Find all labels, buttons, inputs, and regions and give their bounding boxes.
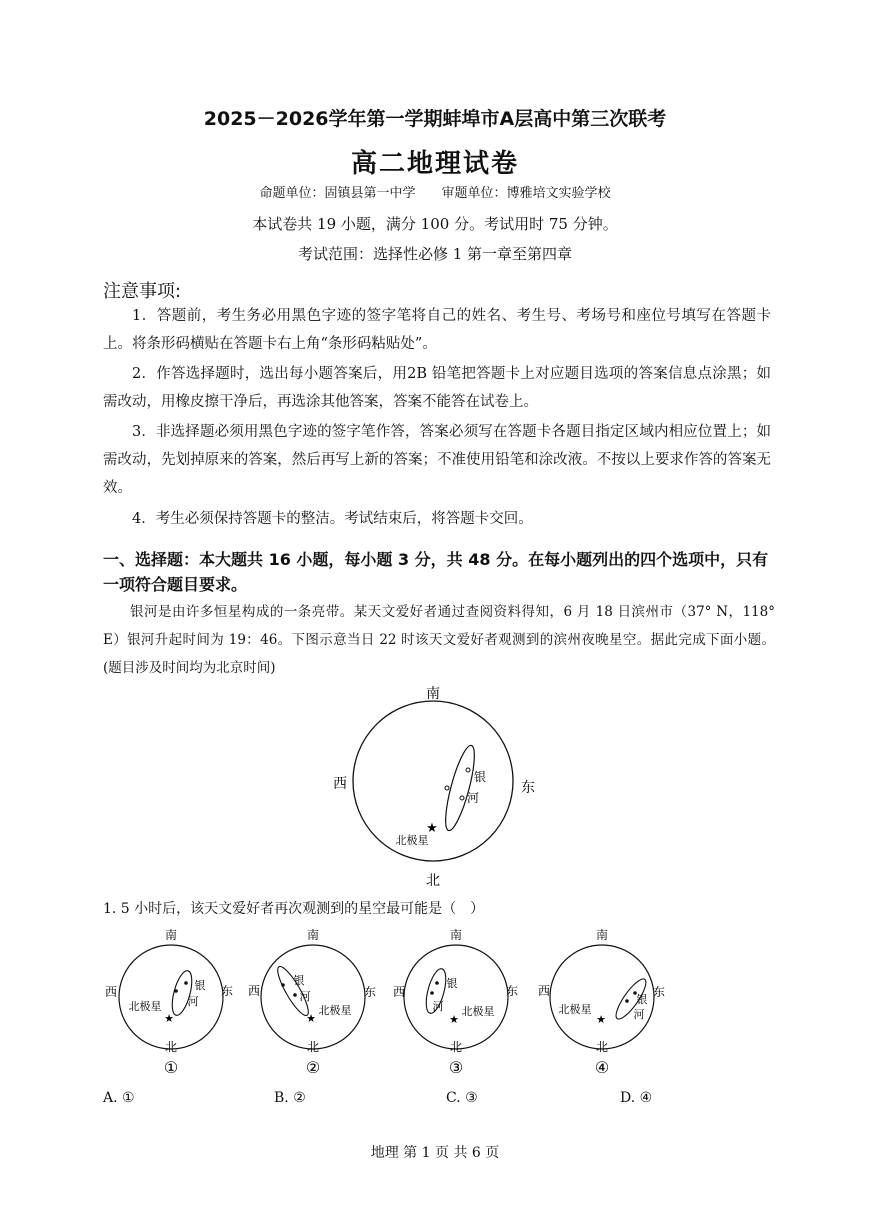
question-1-text: 1. 5 小时后，该天文爱好者再次观测到的星空最可能是（ ） <box>103 901 485 917</box>
answer-panel-2 <box>245 925 385 1085</box>
west-label: 西 <box>104 985 118 999</box>
notice-item-3: 3．非选择题必须用黑色字迹的签字笔作答，答案必须写在答题卡各题目指定区域内相应位置上；如需改动，先划掉原来的答案，然后再写上新的答案；不准使用铅笔和涂改液。不按以上要求作答的答案无效。 <box>103 424 771 496</box>
milky-way-label-he: 河 <box>187 995 199 1008</box>
star-dot <box>466 768 470 772</box>
west-label: 西 <box>333 776 347 792</box>
east-label: 东 <box>521 780 535 796</box>
milky-way-label-yin: 银 <box>293 974 305 987</box>
polaris-label: 北极星 <box>128 1000 162 1013</box>
option-a[interactable]: A. ① <box>103 1090 135 1106</box>
polaris-star-icon: ★ <box>306 1012 316 1025</box>
milky-way-label-yin: 银 <box>473 770 487 784</box>
star-dot <box>430 991 434 995</box>
panel-number: ② <box>305 1058 321 1077</box>
notice-heading: 注意事项: <box>103 281 182 302</box>
south-label: 南 <box>595 928 609 942</box>
milky-way-label-he: 河 <box>432 1000 444 1013</box>
milky-way-band <box>168 969 195 1018</box>
answer-panel-1 <box>103 925 243 1085</box>
polaris-star-icon: ★ <box>596 1013 606 1026</box>
east-label: 东 <box>505 984 519 998</box>
star-dot <box>445 786 449 790</box>
north-label: 北 <box>449 1040 463 1054</box>
notice-item-1: 1．答题前，考生务必用黑色字迹的签字笔将自己的姓名、考生号、考场号和座位号填写在答题卡上。将条形码横贴在答题卡右上角“条形码粘贴处”。 <box>103 308 771 352</box>
milky-way-label-yin: 银 <box>446 977 458 990</box>
exam-info: 本试卷共 19 小题，满分 100 分。考试用时 75 分钟。 <box>252 215 618 233</box>
south-label: 南 <box>164 928 178 942</box>
star-dot <box>174 989 178 993</box>
south-label: 南 <box>306 928 320 942</box>
polaris-label: 北极星 <box>395 834 429 847</box>
notice-item-2: 2．作答选择题时，选出每小题答案后，用2B 铅笔把答题卡上对应题目选项的答案信息点涂黑；如需改动，用橡皮擦干净后，再选涂其他答案，答案不能答在试卷上。 <box>103 366 771 410</box>
exam-range: 考试范围：选择性必修 1 第一章至第四章 <box>297 245 573 263</box>
polaris-star-icon: ★ <box>449 1013 459 1026</box>
milky-way-label-yin: 银 <box>194 979 206 992</box>
west-label: 西 <box>537 984 551 998</box>
exam-subtitle: 高二地理试卷 <box>350 149 519 179</box>
sky-circle <box>404 945 508 1049</box>
answer-panel-3 <box>388 925 528 1085</box>
north-label: 北 <box>164 1040 178 1054</box>
option-c[interactable]: C. ③ <box>446 1090 478 1106</box>
page-footer: 地理 第 1 页 共 6 页 <box>370 1145 500 1161</box>
panel-number: ① <box>163 1058 179 1077</box>
west-label: 西 <box>247 984 261 998</box>
exam-title: 2025－2026学年第一学期蚌埠市A层高中第三次联考 <box>203 108 667 130</box>
polaris-star-icon: ★ <box>426 821 438 836</box>
south-label: 南 <box>449 928 463 942</box>
star-dot <box>184 981 188 985</box>
section-heading: 一、选择题：本大题共 16 小题，每小题 3 分，共 48 分。在每小题列出的四个选项中，只有一项符合题目要求。 <box>103 550 769 594</box>
west-label: 西 <box>392 985 406 999</box>
star-dot <box>625 999 629 1003</box>
sky-circle <box>353 701 513 861</box>
polaris-label: 北极星 <box>461 1005 495 1018</box>
notice-item-4: 4．考生必须保持答题卡的整洁。考试结束后，将答题卡交回。 <box>132 511 533 527</box>
option-d[interactable]: D. ④ <box>620 1090 653 1106</box>
exam-units: 命题单位：固镇县第一中学 审题单位：博雅培文实验学校 <box>259 186 611 201</box>
sky-circle <box>119 945 223 1049</box>
milky-way-label-he: 河 <box>466 791 480 805</box>
main-sky-figure <box>320 680 550 890</box>
answer-panel-4 <box>535 925 675 1085</box>
polaris-label: 北极星 <box>318 1004 352 1017</box>
star-dot <box>460 796 464 800</box>
north-label: 北 <box>426 873 440 889</box>
milky-way-label-yin: 银 <box>636 993 648 1006</box>
option-b[interactable]: B. ② <box>274 1090 306 1106</box>
polaris-label: 北极星 <box>558 1003 592 1016</box>
south-label: 南 <box>426 686 440 702</box>
star-dot <box>281 983 285 987</box>
question-stem: 银河是由许多恒星构成的一条亮带。某天文爱好者通过查阅资料得知，6 月 18 日滨州市（37° N，118° E）银河升起时间为 19：46。下图示意当日 22 时该天文爱好者观测到的滨州夜晚星空。据此完成下面小题。(题目涉及时间均为北京时间) <box>103 604 775 676</box>
polaris-star-icon: ★ <box>164 1012 174 1025</box>
star-dot <box>293 993 297 997</box>
north-label: 北 <box>595 1040 609 1054</box>
milky-way-label-he: 河 <box>299 990 311 1003</box>
north-label: 北 <box>306 1040 320 1054</box>
panel-number: ③ <box>448 1058 464 1077</box>
east-label: 东 <box>652 985 666 999</box>
east-label: 东 <box>363 985 377 999</box>
milky-way-label-he: 河 <box>633 1008 645 1021</box>
east-label: 东 <box>220 984 234 998</box>
sky-circle <box>261 945 365 1049</box>
milky-way-band <box>440 743 480 833</box>
star-dot <box>435 981 439 985</box>
panel-number: ④ <box>594 1058 610 1077</box>
